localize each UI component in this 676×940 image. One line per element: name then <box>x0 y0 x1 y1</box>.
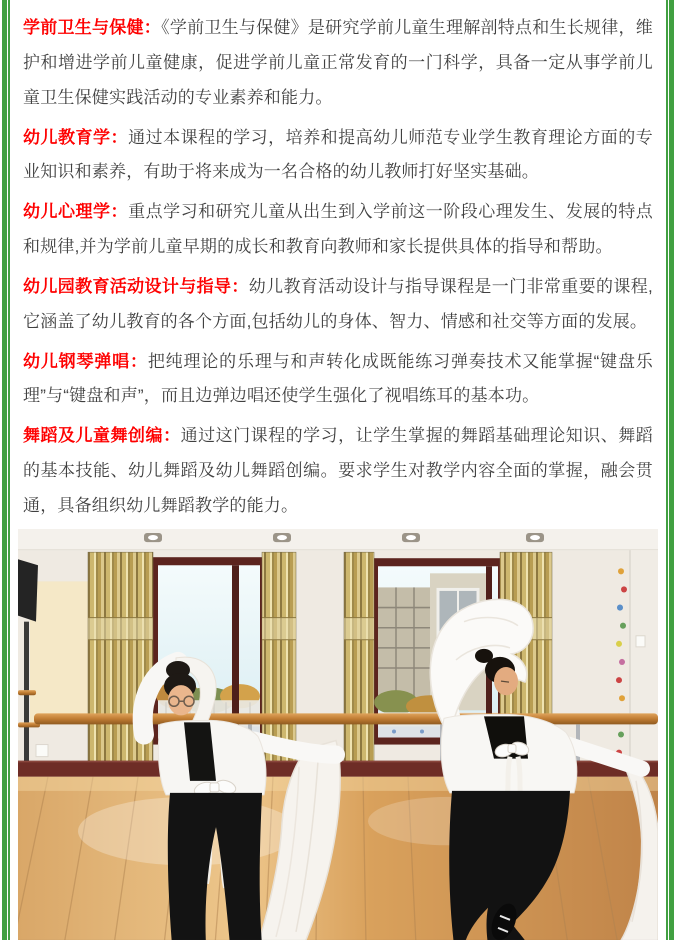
wall-plate <box>36 744 48 756</box>
right-wall <box>630 550 658 778</box>
course-body: 幼儿教育活动设计与指导课程是一门非常重要的课程,它涵盖了幼儿教育的各个方面,包括幼儿的身体、智力、情感和社交等方面的发展。 <box>23 276 653 331</box>
paragraph-activity-design <box>23 270 653 340</box>
course-heading: 学前卫生与保健： <box>23 18 162 37</box>
course-heading: 幼儿教育学： <box>23 127 129 147</box>
course-heading: 舞蹈及儿童舞创编： <box>23 426 181 446</box>
face <box>494 667 518 695</box>
course-description-list <box>10 0 666 524</box>
course-body: 《学前卫生与保健》是研究学前儿童生理解剖特点和生长规律，维护和增进学前儿童健康，促进学前儿童正常发育的一门科学，具备一定从事学前儿童卫生保健实践活动的专业素养和能力。 <box>23 18 653 107</box>
paragraph-preschool-hygiene <box>23 11 653 116</box>
course-body: 重点学习和研究儿童从出生到入学前这一阶段心理发生、发展的特点和规律,并为学前儿童早期的成长和教育向教师和家长提供具体的指导和帮助。 <box>23 202 654 257</box>
paragraph-child-psychology <box>23 195 653 265</box>
paragraph-early-childhood-pedagogy <box>23 121 653 191</box>
dance-classroom-photo[interactable] <box>18 529 658 940</box>
green-frame-inner <box>8 0 668 940</box>
course-body: 把纯理论的乐理与和声转化成既能练习弹奏技术又能掌握“键盘乐理”与“键盘和声”，而且边弹边唱还使学生强化了视唱练耳的基本功。 <box>23 351 653 406</box>
course-heading: 幼儿心理学： <box>23 202 129 222</box>
course-heading: 幼儿钢琴弹唱： <box>23 351 148 371</box>
paragraph-dance-choreography <box>23 419 653 524</box>
course-body: 通过本课程的学习，培养和提高幼儿师范专业学生教育理论方面的专业知识和素养，有助于将来成为一名合格的幼儿教师打好坚实基础。 <box>23 127 654 182</box>
paragraph-piano-singing <box>23 345 653 415</box>
sunlight-patch <box>30 581 96 722</box>
green-frame-outer <box>2 0 674 940</box>
light-switch <box>636 636 645 647</box>
dance-classroom-scene <box>18 529 658 940</box>
course-body: 通过这门课程的学习，让学生掌握的舞蹈基础理论知识、舞蹈的基本技能、幼儿舞蹈及幼儿舞蹈创编。要求学生对教学内容全面的掌握，融会贯通，具备组织幼儿舞蹈教学的能力。 <box>23 426 653 515</box>
ceiling <box>18 529 658 550</box>
face <box>168 685 194 715</box>
course-heading: 幼儿园教育活动设计与指导： <box>23 276 249 296</box>
